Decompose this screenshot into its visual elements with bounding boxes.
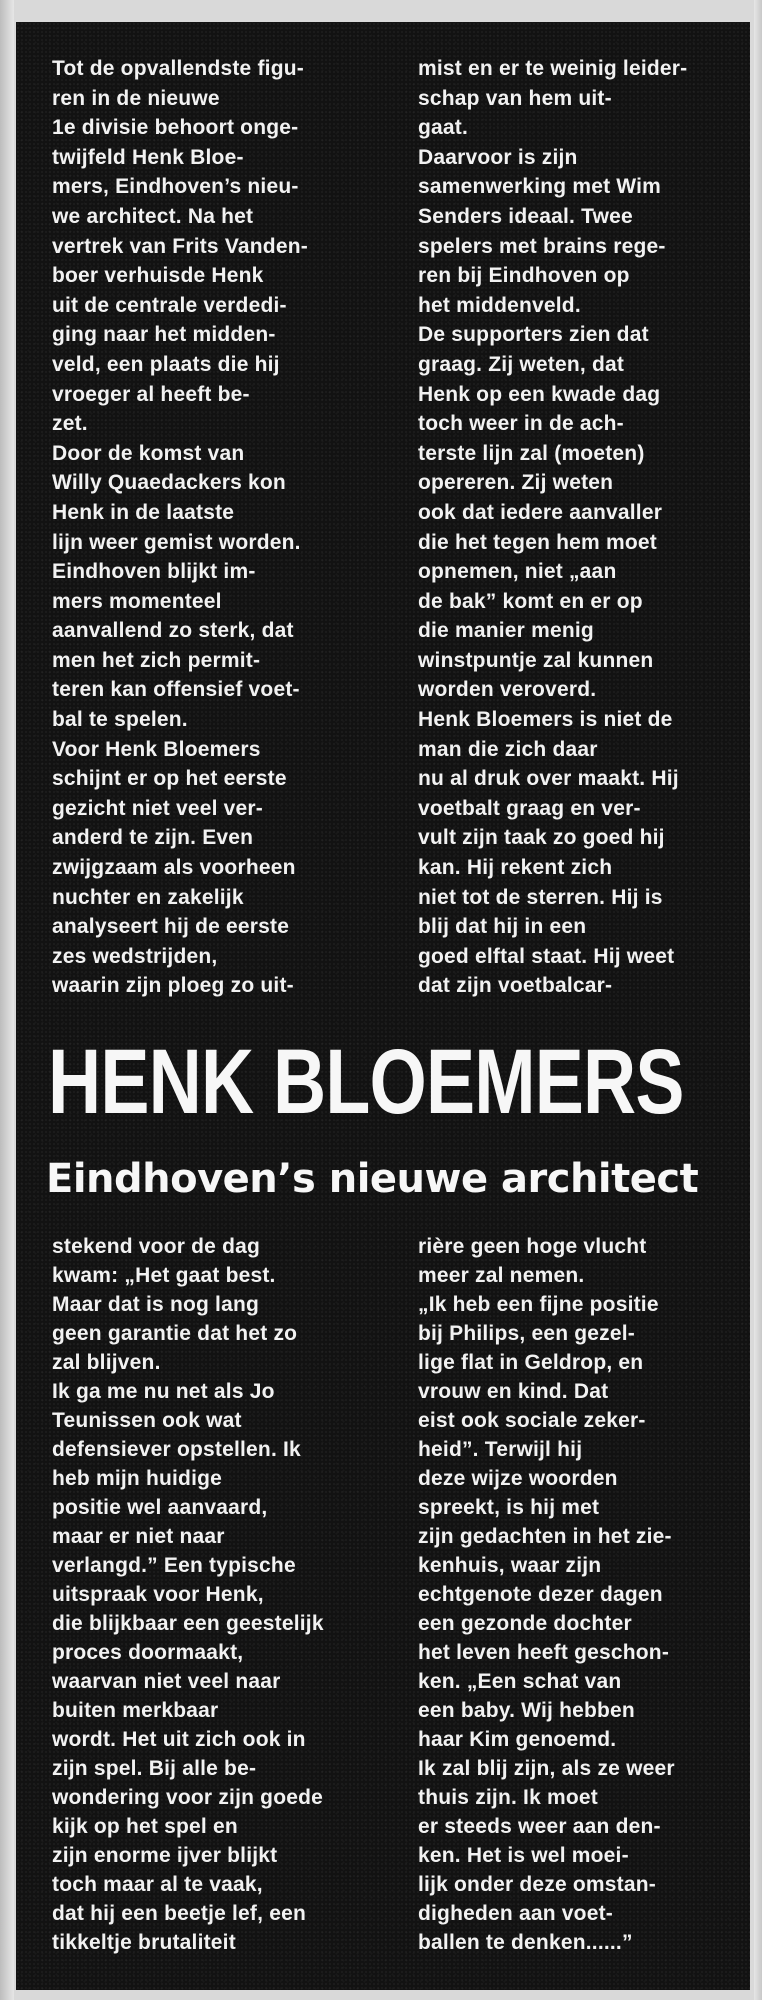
article-text-line: boer verhuisde Henk — [52, 264, 264, 288]
article-text-line: anderd te zijn. Even — [52, 826, 254, 850]
article-text-line: het middenveld. — [418, 293, 581, 317]
article-text-line: veld, een plaats die hij — [52, 352, 280, 376]
article-text-line: lijn weer gemist worden. — [52, 530, 301, 554]
article-text-line: Door de komst van — [52, 441, 245, 465]
article-text-line: die blijkbaar een geestelijk — [52, 1612, 324, 1635]
article-text-line: analyseert hij de eerste — [52, 915, 290, 939]
article-text-line: lige flat in Geldrop, en — [418, 1351, 644, 1374]
article-text-line: verlangd.” Een typische — [52, 1554, 296, 1577]
paper-edge-left — [0, 0, 14, 2000]
article-text-line: schap van hem uit- — [418, 86, 612, 110]
article-text-line: proces doormaakt, — [52, 1641, 244, 1664]
article-text-line: zwijgzaam als voorheen — [52, 856, 296, 880]
article-text-line: vrouw en kind. Dat — [418, 1380, 609, 1403]
article-text-line: Maar dat is nog lang — [52, 1293, 260, 1316]
article-text-line: wondering voor zijn goede — [52, 1786, 324, 1809]
article-text-line: Henk op een kwade dag — [418, 382, 661, 406]
article-text-line: waarvan niet veel naar — [52, 1670, 281, 1693]
article-text-line: ook dat iedere aanvaller — [418, 500, 663, 524]
article-text-line: gezicht niet veel ver- — [52, 796, 263, 820]
article-text-line: opereren. Zij weten — [418, 471, 614, 495]
article-text-line: haar Kim genoemd. — [418, 1728, 617, 1751]
article-text-line: zal blijven. — [52, 1351, 161, 1374]
article-text-line: buiten merkbaar — [52, 1699, 219, 1722]
article-text-line: geen garantie dat het zo — [52, 1322, 298, 1345]
article-text-line: mers momenteel — [52, 589, 222, 613]
article-text-line: Ik zal blij zijn, als ze weer — [418, 1757, 675, 1780]
article-column-2 — [418, 54, 687, 1001]
article-text-line: worden veroverd. — [418, 678, 597, 702]
article-text-line: vult zijn taak zo goed hij — [418, 826, 665, 850]
article-text-line: kijk op het spel en — [52, 1815, 238, 1838]
article-text-line: dat hij een beetje lef, een — [52, 1902, 306, 1925]
article-text-line: ken. „Een schat van — [418, 1670, 622, 1693]
article-text-line: heid”. Terwijl hij — [418, 1438, 583, 1461]
article-text-line: winstpuntje zal kunnen — [418, 648, 654, 672]
article-text-line: niet tot de sterren. Hij is — [418, 885, 663, 909]
article-text-line: rière geen hoge vlucht — [418, 1235, 647, 1258]
article-text-line: Henk in de laatste — [52, 500, 235, 524]
article-text-line: ren bij Eindhoven op — [418, 264, 630, 288]
article-text-line: het leven heeft geschon- — [418, 1641, 670, 1664]
article-text-line: meer zal nemen. — [418, 1264, 585, 1287]
article-text-line: wordt. Het uit zich ook in — [52, 1728, 306, 1751]
article-text-line: voetbalt graag en ver- — [418, 796, 641, 820]
article-text-line: teren kan offensief voet- — [52, 678, 300, 702]
article-text-line: Teunissen ook wat — [52, 1409, 242, 1432]
article-text-line: waarin zijn ploeg zo uit- — [52, 974, 294, 998]
article-text-line: Henk Bloemers is niet de — [418, 708, 673, 732]
article-text-line: samenwerking met Wim — [418, 175, 662, 199]
article-text-line: toch maar al te vaak, — [52, 1873, 263, 1896]
article-text-line: zijn gedachten in het zie- — [418, 1525, 672, 1548]
newspaper-clipping — [16, 22, 750, 1990]
article-text-line: Tot de opvallendste figu- — [52, 57, 304, 80]
article-text-line: ballen te denken......” — [418, 1931, 633, 1954]
article-text-line: 1e divisie behoort onge- — [52, 116, 299, 140]
article-text-line: thuis zijn. Ik moet — [418, 1786, 598, 1809]
article-text-line: twijfeld Henk Bloe- — [52, 145, 244, 169]
subheadline: Eindhoven’s nieuwe architect — [46, 1156, 699, 1202]
article-text-line: ren in de nieuwe — [52, 86, 220, 110]
article-text-line: Daarvoor is zijn — [418, 145, 578, 169]
article-text-line: echtgenote dezer dagen — [418, 1583, 663, 1606]
article-text-line: opnemen, niet „aan — [418, 560, 617, 584]
article-text-line: zijn spel. Bij alle be- — [52, 1757, 257, 1780]
article-text-line: er steeds weer aan den- — [418, 1815, 661, 1838]
article-text-line: spreekt, is hij met — [418, 1496, 600, 1519]
article-text-line: heb mijn huidige — [52, 1467, 223, 1490]
article-text-line: mist en er te weinig leider- — [418, 57, 688, 80]
article-text-line: maar er niet naar — [52, 1525, 225, 1548]
article-text-line: schijnt er op het eerste — [52, 767, 287, 791]
article-text-line: eist ook sociale zeker- — [418, 1409, 646, 1432]
article-text-line: defensiever opstellen. Ik — [52, 1438, 301, 1461]
article-text-line: de bak” komt en er op — [418, 589, 643, 613]
article-text-line: graag. Zij weten, dat — [418, 352, 625, 376]
article-text-line: men het zich permit- — [52, 648, 261, 672]
article-text-line: vroeger al heeft be- — [52, 382, 250, 406]
article-text-line: die het tegen hem moet — [418, 530, 657, 554]
article-column-4 — [418, 1232, 675, 1957]
article-text-line: nuchter en zakelijk — [52, 885, 244, 909]
article-text-line: kwam: „Het gaat best. — [52, 1264, 276, 1287]
headline: HENK BLOEMERS — [48, 1031, 684, 1133]
article-text-line: Voor Henk Bloemers — [52, 737, 261, 761]
article-text-line: Eindhoven blijkt im- — [52, 560, 256, 584]
article-text-line: kenhuis, waar zijn — [418, 1554, 602, 1577]
article-text-line: Willy Quaedackers kon — [52, 471, 286, 495]
article-column-1 — [52, 54, 308, 1001]
article-text-line: stekend voor de dag — [52, 1235, 261, 1258]
article-text-line: goed elftal staat. Hij weet — [418, 944, 675, 968]
article-text-line: uitspraak voor Henk, — [52, 1583, 264, 1606]
article-text-line: aanvallend zo sterk, dat — [52, 619, 294, 643]
article-text-line: ken. Het is wel moei- — [418, 1844, 629, 1867]
paper-edge-right — [754, 0, 762, 2000]
article-text-line: nu al druk over maakt. Hij — [418, 767, 679, 791]
article-text-line: gaat. — [418, 116, 469, 140]
article-text-line: spelers met brains rege- — [418, 234, 666, 258]
article-text-line: uit de centrale verdedi- — [52, 293, 287, 317]
article-text-line: lijk onder deze omstan- — [418, 1873, 656, 1896]
article-column-3 — [52, 1232, 324, 1957]
article-text-line: kan. Hij rekent zich — [418, 856, 613, 880]
article-text-line: een baby. Wij hebben — [418, 1699, 635, 1722]
article-text-line: positie wel aanvaard, — [52, 1496, 268, 1519]
article-text-line: zijn enorme ijver blijkt — [52, 1844, 278, 1867]
article-text-line: bal te spelen. — [52, 708, 188, 732]
article-text-line: vertrek van Frits Vanden- — [52, 234, 308, 258]
article-text-line: dat zijn voetbalcar- — [418, 974, 613, 998]
article-text-line: tikkeltje brutaliteit — [52, 1931, 236, 1954]
article-text-line: we architect. Na het — [52, 204, 254, 228]
article-text-line: digheden aan voet- — [418, 1902, 613, 1925]
article-text-line: „Ik heb een fijne positie — [418, 1293, 659, 1316]
article-text-line: zet. — [52, 412, 88, 436]
article-text-line: Senders ideaal. Twee — [418, 204, 633, 228]
article-text-line: mers, Eindhoven’s nieu- — [52, 175, 299, 199]
article-text-line: ging naar het midden- — [52, 323, 276, 347]
article-text-line: zes wedstrijden, — [52, 944, 218, 968]
article-text-line: deze wijze woorden — [418, 1467, 618, 1490]
article-text-line: De supporters zien dat — [418, 323, 649, 347]
article-text-line: bij Philips, een gezel- — [418, 1322, 635, 1345]
article-text-line: toch weer in de ach- — [418, 412, 624, 436]
article-text-line: terste lijn zal (moeten) — [418, 441, 645, 465]
article-text-line: Ik ga me nu net als Jo — [52, 1380, 275, 1403]
article-text-line: een gezonde dochter — [418, 1612, 632, 1635]
article-text-line: blij dat hij in een — [418, 915, 587, 939]
article-text-line: die manier menig — [418, 619, 594, 643]
article-text-line: man die zich daar — [418, 737, 598, 761]
